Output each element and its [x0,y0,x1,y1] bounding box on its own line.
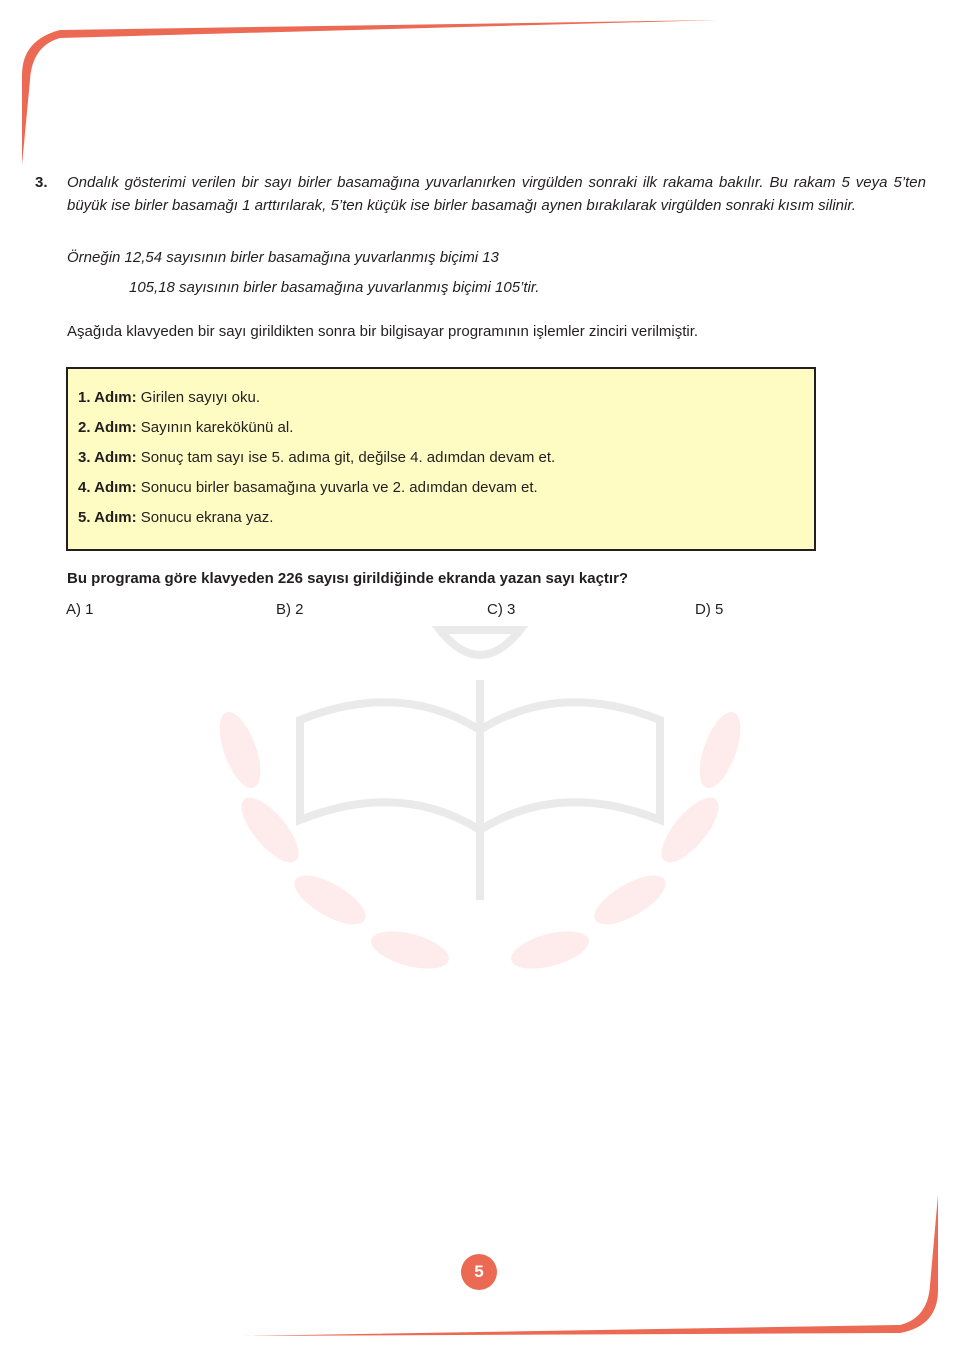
step-text: Girilen sayıyı oku. [136,389,261,406]
question-number: 3. [35,174,48,191]
step-label: 5. Adım: [78,509,137,526]
step-text: Sonucu birler basamağına yuvarla ve 2. adımdan devam et. [136,479,538,496]
step-label: 1. Adım: [78,389,137,406]
option-c[interactable]: C) 3 [487,601,516,618]
example-line-1: Örneğin 12,54 sayısının birler basamağına yuvarlanmış biçimi 13 [67,249,499,266]
page-number-badge: 5 [461,1254,497,1290]
step-4 [78,479,538,496]
question-prompt: Bu programa göre klavyeden 226 sayısı girildiğinde ekranda yazan sayı kaçtır? [67,570,629,587]
step-label: 4. Adım: [78,479,137,496]
question-lead: Aşağıda klavyeden bir sayı girildikten sonra bir bilgisayar programının işlemler zinciri verilmiştir. [67,323,699,340]
question-body [67,172,926,340]
steps-box [66,367,816,551]
step-label: 2. Adım: [78,419,137,436]
option-a[interactable]: A) 1 [66,601,94,618]
option-d[interactable]: D) 5 [695,601,724,618]
question-intro: Ondalık gösterimi verilen bir sayı birler basamağına yuvarlanırken virgülden sonraki ilk rakama bakılır. Bu rakam 5 veya 5’ten büyük ise birler basamağı 1 arttırılarak, 5’ten küçük ise birler basamağı aynen bırakılarak virgülden sonraki kısım silinir. [67,174,926,214]
step-2 [78,419,293,436]
step-text: Sonucu ekrana yaz. [136,509,274,526]
step-1 [78,389,260,406]
example-line-2: 105,18 sayısının birler basamağına yuvarlanmış biçimi 105’tir. [129,279,540,296]
step-text: Sayının karekökünü al. [136,419,294,436]
step-label: 3. Adım: [78,449,137,466]
option-b[interactable]: B) 2 [276,601,304,618]
ministry-emblem-watermark-icon [200,520,760,1000]
step-3 [78,449,555,466]
step-text: Sonuç tam sayı ise 5. adıma git, değilse 4. adımdan devam et. [136,449,556,466]
step-5 [78,509,273,526]
